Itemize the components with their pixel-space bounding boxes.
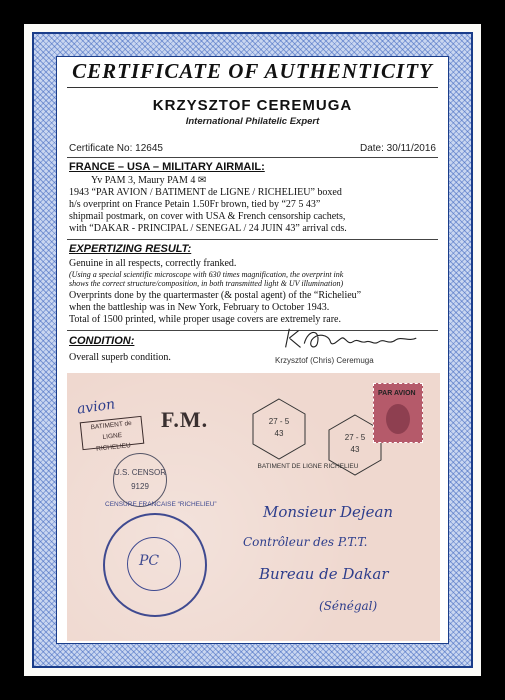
fm-mark: F.M. xyxy=(161,407,209,432)
postmark-ring-text: BATIMENT DE LIGNE RICHELIEU xyxy=(257,463,359,470)
address-line: Contrôleur des P.T.T. xyxy=(243,535,368,549)
shipmail-postmark xyxy=(247,397,311,461)
microscope-note: (Using a special scientific microscope with 630 times magnification, the overprint ink xyxy=(69,270,344,279)
postmark-year: 43 xyxy=(274,429,284,438)
condition-heading: CONDITION: xyxy=(69,335,135,347)
divider xyxy=(67,157,438,158)
certificate-number: Certificate No: 12645 xyxy=(69,143,163,154)
us-censor-text: U.S. CENSOR xyxy=(114,468,167,477)
expertizing-line: Genuine in all respects, correctly franked. xyxy=(69,258,237,269)
expertizing-line: Total of 1500 printed, while proper usage covers are extremely rare. xyxy=(69,314,341,325)
postmark-year: 43 xyxy=(350,445,360,454)
expertizing-line: Overprints done by the quartermaster (& postal agent) of the “Richelieu” xyxy=(69,290,362,301)
certificate-sheet xyxy=(24,24,481,676)
description-line: shipmail postmark, on cover with USA & French censorship cachets, xyxy=(69,211,346,222)
expertizing-line: when the battleship was in New York, February to October 1943. xyxy=(69,302,330,313)
portrait-icon xyxy=(386,404,410,434)
item-heading: FRANCE – USA – MILITARY AIRMAIL: xyxy=(69,161,265,173)
condition-text: Overall superb condition. xyxy=(69,352,171,363)
boxed-handstamp xyxy=(80,416,145,453)
address-line: Bureau de Dakar xyxy=(259,565,389,583)
us-censor-number: 9129 xyxy=(131,482,149,491)
signature-name: Krzysztof (Chris) Ceremuga xyxy=(275,356,374,365)
expertizing-heading: EXPERTIZING RESULT: xyxy=(69,243,192,255)
description-line: h/s overprint on France Petain 1.50Fr brown, tied by “27 5 43” xyxy=(69,199,321,210)
french-censor-cachet xyxy=(103,501,217,617)
airmail-handwriting: avion xyxy=(76,396,117,418)
french-censor-text: CENSURE FRANCAISE “RICHELIEU” xyxy=(105,501,217,508)
postmark-date: 27 - 5 xyxy=(268,417,290,426)
us-censor-mark xyxy=(113,453,167,507)
expert-signature xyxy=(275,325,425,353)
stamp-overprint: PAR AVION xyxy=(378,390,416,397)
handstamp-line: RICHELIEU xyxy=(95,442,132,453)
guilloche-border xyxy=(32,32,473,668)
petain-stamp xyxy=(373,383,423,443)
expert-name: KRZYSZTOF CEREMUGA xyxy=(152,97,353,114)
certificate-title: CERTIFICATE OF AUTHENTICITY xyxy=(72,59,433,83)
divider xyxy=(67,239,438,240)
description-line: 1943 “PAR AVION / BATIMENT de LIGNE / RICHELIEU” boxed xyxy=(69,187,342,198)
microscope-note: shows the correct structure/composition, in both transmitted light & UV illumination) xyxy=(69,279,344,288)
title-underline xyxy=(67,87,438,88)
postmark-date: 27 - 5 xyxy=(344,433,366,442)
certificate-date: Date: 30/11/2016 xyxy=(360,143,436,154)
certificate-body xyxy=(56,56,449,644)
censor-initials: PC xyxy=(139,553,160,569)
catalogue-line: Yv PAM 3, Maury PAM 4 ✉ xyxy=(91,175,207,186)
address-line: (Sénégal) xyxy=(319,599,378,613)
address-line: Monsieur Dejean xyxy=(263,503,394,521)
expert-subtitle: International Philatelic Expert xyxy=(185,116,320,127)
description-line: with “DAKAR - PRINCIPAL / SENEGAL / 24 JUIN 43” arrival cds. xyxy=(69,223,347,234)
cover-photo xyxy=(67,373,440,641)
handstamp-line: BATIMENT de LIGNE xyxy=(90,419,133,441)
